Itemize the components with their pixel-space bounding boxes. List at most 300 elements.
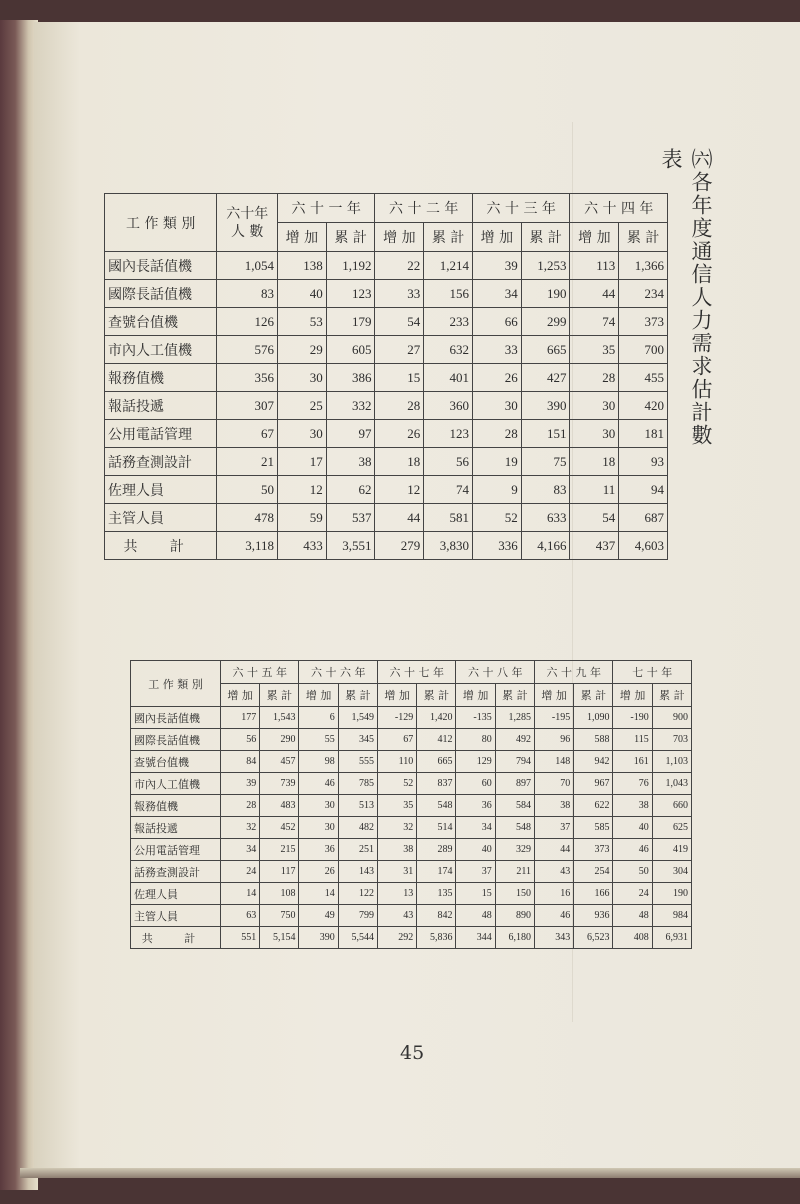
cell-cumulative: 373 <box>574 839 613 861</box>
row-category: 主管人員 <box>131 905 221 927</box>
cell-increase: 55 <box>299 729 338 751</box>
cell-increase: 46 <box>299 773 338 795</box>
cell-increase: 22 <box>375 252 424 280</box>
cell-increase: 44 <box>375 504 424 532</box>
table-title: ㈥各年度通信人力需求估計數表 <box>659 148 713 447</box>
total-cumulative: 5,836 <box>417 927 456 949</box>
header-cumulative: 累 計 <box>260 684 299 707</box>
cell-cumulative: 1,549 <box>338 707 377 729</box>
cell-increase: 96 <box>534 729 573 751</box>
cell-cumulative: 890 <box>495 905 534 927</box>
table-row <box>105 448 668 476</box>
cell-increase: 18 <box>570 448 619 476</box>
cell-increase: 37 <box>534 817 573 839</box>
total-cumulative: 3,830 <box>424 532 473 560</box>
cell-increase: 49 <box>299 905 338 927</box>
table-row <box>131 817 692 839</box>
cell-cumulative: 166 <box>574 883 613 905</box>
header-increase: 增 加 <box>613 684 652 707</box>
table-row <box>131 751 692 773</box>
cell-cumulative: 482 <box>338 817 377 839</box>
row-category: 話務查測設計 <box>105 448 217 476</box>
cell-increase: 25 <box>277 392 326 420</box>
cell-cumulative: 299 <box>521 308 570 336</box>
total-increase: 279 <box>375 532 424 560</box>
cell-cumulative: 74 <box>424 476 473 504</box>
row-category: 話務查測設計 <box>131 861 221 883</box>
cell-increase: 56 <box>220 729 259 751</box>
row-category: 報話投遞 <box>105 392 217 420</box>
header-year: 六 十 二 年 <box>375 194 473 223</box>
cell-cumulative: 555 <box>338 751 377 773</box>
row-base-count: 1,054 <box>217 252 278 280</box>
table-row <box>131 795 692 817</box>
row-category: 國內長話值機 <box>131 707 221 729</box>
cell-cumulative: 837 <box>417 773 456 795</box>
cell-cumulative: 457 <box>260 751 299 773</box>
cell-increase: 30 <box>299 817 338 839</box>
cell-cumulative: 492 <box>495 729 534 751</box>
cell-increase: 46 <box>534 905 573 927</box>
row-base-count: 67 <box>217 420 278 448</box>
cell-cumulative: 739 <box>260 773 299 795</box>
header-year: 六 十 六 年 <box>299 661 378 684</box>
table-row <box>131 839 692 861</box>
table-row <box>105 364 668 392</box>
cell-cumulative: 117 <box>260 861 299 883</box>
cell-cumulative: 665 <box>417 751 456 773</box>
row-category: 國際長話值機 <box>131 729 221 751</box>
table-row <box>131 773 692 795</box>
table2-body <box>131 707 692 949</box>
cell-increase: 63 <box>220 905 259 927</box>
cell-increase: 32 <box>377 817 416 839</box>
cell-increase: 177 <box>220 707 259 729</box>
cell-increase: 26 <box>375 420 424 448</box>
cell-increase: 59 <box>277 504 326 532</box>
cell-increase: 34 <box>456 817 495 839</box>
cell-cumulative: 633 <box>521 504 570 532</box>
cell-cumulative: 1,420 <box>417 707 456 729</box>
total-increase: 390 <box>299 927 338 949</box>
cell-increase: 33 <box>375 280 424 308</box>
total-cumulative: 5,544 <box>338 927 377 949</box>
cell-cumulative: 625 <box>652 817 691 839</box>
row-category: 佐理人員 <box>131 883 221 905</box>
cell-increase: 28 <box>472 420 521 448</box>
cell-increase: 38 <box>613 795 652 817</box>
cell-cumulative: 123 <box>424 420 473 448</box>
cell-increase: 13 <box>377 883 416 905</box>
cell-cumulative: 632 <box>424 336 473 364</box>
cell-increase: 30 <box>570 392 619 420</box>
cell-cumulative: 108 <box>260 883 299 905</box>
cell-cumulative: 234 <box>619 280 668 308</box>
cell-increase: 33 <box>472 336 521 364</box>
table-row <box>105 504 668 532</box>
cell-increase: 129 <box>456 751 495 773</box>
table-row <box>131 861 692 883</box>
cell-increase: 29 <box>277 336 326 364</box>
cell-increase: 12 <box>375 476 424 504</box>
cell-increase: 28 <box>375 392 424 420</box>
header-cumulative: 累 計 <box>424 223 473 252</box>
cell-increase: 161 <box>613 751 652 773</box>
table-row <box>105 252 668 280</box>
cell-cumulative: 97 <box>326 420 375 448</box>
cell-cumulative: 156 <box>424 280 473 308</box>
header-year: 六 十 九 年 <box>534 661 613 684</box>
cell-increase: 24 <box>220 861 259 883</box>
cell-increase: 138 <box>277 252 326 280</box>
header-year: 六 十 五 年 <box>220 661 299 684</box>
header-cumulative: 累 計 <box>326 223 375 252</box>
row-category: 報務值機 <box>131 795 221 817</box>
cell-cumulative: 1,285 <box>495 707 534 729</box>
cell-increase: 110 <box>377 751 416 773</box>
header-cumulative: 累 計 <box>521 223 570 252</box>
cell-cumulative: 1,543 <box>260 707 299 729</box>
cell-cumulative: 936 <box>574 905 613 927</box>
total-cumulative: 6,931 <box>652 927 691 949</box>
cell-cumulative: 135 <box>417 883 456 905</box>
total-label: 共 計 <box>131 927 221 949</box>
total-cumulative: 6,523 <box>574 927 613 949</box>
cell-cumulative: 703 <box>652 729 691 751</box>
cell-cumulative: 123 <box>326 280 375 308</box>
total-increase: 292 <box>377 927 416 949</box>
cell-cumulative: 750 <box>260 905 299 927</box>
cell-increase: 115 <box>613 729 652 751</box>
cell-increase: 48 <box>456 905 495 927</box>
cell-increase: 98 <box>299 751 338 773</box>
cell-cumulative: 984 <box>652 905 691 927</box>
cell-cumulative: 373 <box>619 308 668 336</box>
cell-cumulative: 215 <box>260 839 299 861</box>
header-year-row <box>131 661 692 684</box>
table1-header <box>105 194 668 252</box>
cell-cumulative: 38 <box>326 448 375 476</box>
cell-increase: 14 <box>220 883 259 905</box>
row-base-count: 307 <box>217 392 278 420</box>
cell-increase: 40 <box>613 817 652 839</box>
row-category: 國際長話值機 <box>105 280 217 308</box>
cell-increase: 12 <box>277 476 326 504</box>
cell-cumulative: 386 <box>326 364 375 392</box>
cell-increase: 43 <box>534 861 573 883</box>
cell-cumulative: 427 <box>521 364 570 392</box>
cell-cumulative: 390 <box>521 392 570 420</box>
cell-cumulative: 897 <box>495 773 534 795</box>
cell-increase: 31 <box>377 861 416 883</box>
cell-cumulative: 605 <box>326 336 375 364</box>
cell-increase: 53 <box>277 308 326 336</box>
cell-increase: 37 <box>456 861 495 883</box>
cell-cumulative: 254 <box>574 861 613 883</box>
cell-increase: 40 <box>277 280 326 308</box>
table-row <box>131 905 692 927</box>
cell-increase: -195 <box>534 707 573 729</box>
table-row <box>105 336 668 364</box>
header-increase: 增 加 <box>220 684 259 707</box>
cell-cumulative: 1,214 <box>424 252 473 280</box>
table1-body <box>105 252 668 560</box>
total-increase: 336 <box>472 532 521 560</box>
header-increase: 增 加 <box>375 223 424 252</box>
header-cumulative: 累 計 <box>574 684 613 707</box>
header-category: 工 作 類 別 <box>105 194 217 252</box>
cell-increase: 9 <box>472 476 521 504</box>
total-cumulative: 4,166 <box>521 532 570 560</box>
cell-cumulative: 93 <box>619 448 668 476</box>
row-base-count: 50 <box>217 476 278 504</box>
header-increase: 增 加 <box>277 223 326 252</box>
header-cumulative: 累 計 <box>417 684 456 707</box>
cell-cumulative: 548 <box>495 817 534 839</box>
cell-increase: 30 <box>472 392 521 420</box>
total-increase: 551 <box>220 927 259 949</box>
total-row <box>105 532 668 560</box>
cell-increase: 36 <box>456 795 495 817</box>
table-row <box>105 420 668 448</box>
header-increase: 增 加 <box>570 223 619 252</box>
cell-cumulative: 304 <box>652 861 691 883</box>
cell-cumulative: 584 <box>495 795 534 817</box>
table2-header <box>131 661 692 707</box>
cell-cumulative: 190 <box>652 883 691 905</box>
header-base-count: 六十年 人 數 <box>217 194 278 252</box>
cell-cumulative: 785 <box>338 773 377 795</box>
row-category: 報話投遞 <box>131 817 221 839</box>
cell-increase: 15 <box>456 883 495 905</box>
cell-increase: 54 <box>375 308 424 336</box>
cell-cumulative: 900 <box>652 707 691 729</box>
row-category: 主管人員 <box>105 504 217 532</box>
cell-cumulative: 483 <box>260 795 299 817</box>
row-base-count: 356 <box>217 364 278 392</box>
cell-cumulative: 151 <box>521 420 570 448</box>
cell-cumulative: 588 <box>574 729 613 751</box>
row-base-count: 126 <box>217 308 278 336</box>
table-row <box>131 883 692 905</box>
cell-increase: 80 <box>456 729 495 751</box>
cell-increase: 35 <box>377 795 416 817</box>
table-row <box>105 392 668 420</box>
book-spine <box>0 20 38 1190</box>
total-increase: 408 <box>613 927 652 949</box>
cell-increase: 28 <box>570 364 619 392</box>
cell-increase: 60 <box>456 773 495 795</box>
cell-increase: 52 <box>377 773 416 795</box>
cell-cumulative: 174 <box>417 861 456 883</box>
cell-cumulative: 700 <box>619 336 668 364</box>
cell-increase: 54 <box>570 504 619 532</box>
page-edge <box>20 1168 800 1178</box>
cell-increase: 30 <box>277 364 326 392</box>
cell-cumulative: 150 <box>495 883 534 905</box>
cell-cumulative: 181 <box>619 420 668 448</box>
total-cumulative: 3,551 <box>326 532 375 560</box>
table-row <box>131 729 692 751</box>
cell-increase: 26 <box>299 861 338 883</box>
page-number: 45 <box>400 1042 425 1064</box>
cell-cumulative: 799 <box>338 905 377 927</box>
header-increase: 增 加 <box>456 684 495 707</box>
cell-increase: 113 <box>570 252 619 280</box>
cell-increase: 70 <box>534 773 573 795</box>
cell-increase: 14 <box>299 883 338 905</box>
cell-increase: 67 <box>377 729 416 751</box>
cell-increase: 30 <box>299 795 338 817</box>
cell-increase: 148 <box>534 751 573 773</box>
row-category: 公用電話管理 <box>105 420 217 448</box>
cell-increase: 44 <box>570 280 619 308</box>
cell-cumulative: 143 <box>338 861 377 883</box>
cell-cumulative: 660 <box>652 795 691 817</box>
cell-cumulative: 548 <box>417 795 456 817</box>
cell-cumulative: 842 <box>417 905 456 927</box>
total-cumulative: 5,154 <box>260 927 299 949</box>
cell-increase: 50 <box>613 861 652 883</box>
cell-increase: 24 <box>613 883 652 905</box>
cell-increase: 36 <box>299 839 338 861</box>
table-1966-1971 <box>130 660 692 949</box>
row-category: 國內長話值機 <box>105 252 217 280</box>
total-base-count: 3,118 <box>217 532 278 560</box>
cell-cumulative: 420 <box>619 392 668 420</box>
cell-increase: 66 <box>472 308 521 336</box>
cell-cumulative: 942 <box>574 751 613 773</box>
cell-cumulative: 1,253 <box>521 252 570 280</box>
cell-increase: 35 <box>570 336 619 364</box>
total-label: 共 計 <box>105 532 217 560</box>
cell-cumulative: 1,103 <box>652 751 691 773</box>
header-year: 六 十 七 年 <box>377 661 456 684</box>
cell-cumulative: 412 <box>417 729 456 751</box>
header-cumulative: 累 計 <box>619 223 668 252</box>
total-increase: 433 <box>277 532 326 560</box>
cell-increase: 39 <box>472 252 521 280</box>
row-base-count: 478 <box>217 504 278 532</box>
cell-increase: 18 <box>375 448 424 476</box>
cell-cumulative: 455 <box>619 364 668 392</box>
cell-cumulative: 585 <box>574 817 613 839</box>
cell-increase: 43 <box>377 905 416 927</box>
cell-cumulative: 83 <box>521 476 570 504</box>
cell-cumulative: 581 <box>424 504 473 532</box>
total-increase: 344 <box>456 927 495 949</box>
cell-cumulative: 452 <box>260 817 299 839</box>
cell-cumulative: 665 <box>521 336 570 364</box>
header-cumulative: 累 計 <box>495 684 534 707</box>
cell-increase: 52 <box>472 504 521 532</box>
cell-cumulative: 233 <box>424 308 473 336</box>
cell-cumulative: 179 <box>326 308 375 336</box>
cell-increase: -190 <box>613 707 652 729</box>
row-category: 查號台值機 <box>105 308 217 336</box>
table-1961-1965 <box>104 193 668 560</box>
cell-cumulative: 1,090 <box>574 707 613 729</box>
cell-cumulative: 190 <box>521 280 570 308</box>
cell-increase: 32 <box>220 817 259 839</box>
cell-cumulative: 514 <box>417 817 456 839</box>
row-base-count: 21 <box>217 448 278 476</box>
cell-cumulative: 1,366 <box>619 252 668 280</box>
cell-cumulative: 1,043 <box>652 773 691 795</box>
total-row <box>131 927 692 949</box>
cell-increase: 38 <box>377 839 416 861</box>
total-increase: 437 <box>570 532 619 560</box>
cell-cumulative: 56 <box>424 448 473 476</box>
cell-cumulative: 332 <box>326 392 375 420</box>
cell-increase: 40 <box>456 839 495 861</box>
row-category: 市內人工值機 <box>105 336 217 364</box>
cell-cumulative: 1,192 <box>326 252 375 280</box>
total-cumulative: 4,603 <box>619 532 668 560</box>
header-year: 六 十 三 年 <box>472 194 570 223</box>
cell-increase: 44 <box>534 839 573 861</box>
cell-increase: 27 <box>375 336 424 364</box>
table-row <box>105 280 668 308</box>
header-increase: 增 加 <box>299 684 338 707</box>
cell-increase: 28 <box>220 795 259 817</box>
cell-cumulative: 794 <box>495 751 534 773</box>
cell-cumulative: 75 <box>521 448 570 476</box>
row-category: 佐理人員 <box>105 476 217 504</box>
cell-cumulative: 513 <box>338 795 377 817</box>
table-row <box>131 707 692 729</box>
cell-cumulative: 967 <box>574 773 613 795</box>
cell-increase: 26 <box>472 364 521 392</box>
total-increase: 343 <box>534 927 573 949</box>
cell-cumulative: 329 <box>495 839 534 861</box>
header-cumulative: 累 計 <box>652 684 691 707</box>
row-category: 報務值機 <box>105 364 217 392</box>
cell-increase: 84 <box>220 751 259 773</box>
header-increase: 增 加 <box>534 684 573 707</box>
cell-cumulative: 401 <box>424 364 473 392</box>
table-row <box>105 476 668 504</box>
cell-cumulative: 289 <box>417 839 456 861</box>
cell-cumulative: 360 <box>424 392 473 420</box>
cell-cumulative: 122 <box>338 883 377 905</box>
cell-cumulative: 537 <box>326 504 375 532</box>
row-category: 市內人工值機 <box>131 773 221 795</box>
cell-cumulative: 62 <box>326 476 375 504</box>
cell-cumulative: 687 <box>619 504 668 532</box>
row-base-count: 576 <box>217 336 278 364</box>
cell-increase: 17 <box>277 448 326 476</box>
cell-cumulative: 419 <box>652 839 691 861</box>
cell-increase: 76 <box>613 773 652 795</box>
table-row <box>105 308 668 336</box>
cell-increase: -129 <box>377 707 416 729</box>
cell-increase: 19 <box>472 448 521 476</box>
cell-increase: 30 <box>570 420 619 448</box>
cell-cumulative: 345 <box>338 729 377 751</box>
cell-cumulative: 94 <box>619 476 668 504</box>
header-year: 六 十 一 年 <box>277 194 375 223</box>
header-increase: 增 加 <box>472 223 521 252</box>
cell-increase: 11 <box>570 476 619 504</box>
cell-increase: 6 <box>299 707 338 729</box>
header-increase: 增 加 <box>377 684 416 707</box>
header-year: 六 十 四 年 <box>570 194 668 223</box>
cell-cumulative: 211 <box>495 861 534 883</box>
cell-increase: -135 <box>456 707 495 729</box>
row-base-count: 83 <box>217 280 278 308</box>
row-category: 公用電話管理 <box>131 839 221 861</box>
